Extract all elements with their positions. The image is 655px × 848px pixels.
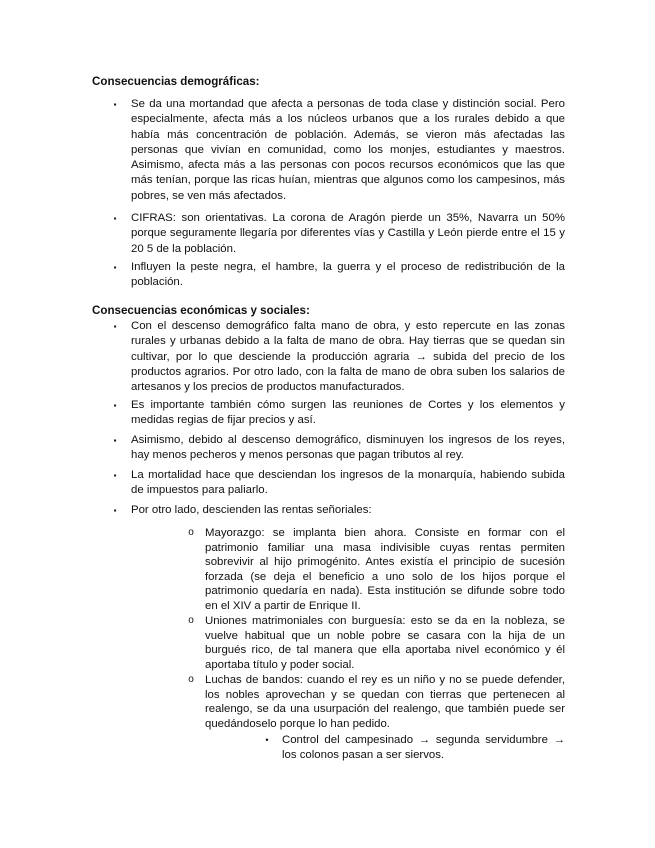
square-bullet-icon: ▪ <box>113 263 117 272</box>
sub-sub-list-item: Control del campesinado → segunda servidumbre → los colonos pasan a ser siervos. <box>282 734 565 761</box>
sub-list-item: Luchas de bandos: cuando el rey es un niño y no se puede defender, los nobles aprovechan y se quedan con tierras que pertenecen al realengo, se da una usurpación del realengo, que también puede ser quedándoselo porque lo han pedido. <box>205 674 565 730</box>
dot-bullet-icon: • <box>265 735 269 745</box>
square-bullet-icon: ▪ <box>113 401 117 410</box>
list-item: Por otro lado, descienden las rentas señoriales: <box>131 504 372 516</box>
circle-bullet-icon: o <box>188 527 194 538</box>
list-item: Es importante también cómo surgen las reuniones de Cortes y los elementos y medidas regias de fijar precios y así. <box>131 399 565 427</box>
list-item: CIFRAS: son orientativas. La corona de Aragón pierde un 35%, Navarra un 50% porque seguramente llegaría por diferentes vías y Castilla y León pierde entre el 15 y 20 5 de la población. <box>131 212 565 255</box>
list-item: La mortalidad hace que desciendan los ingresos de la monarquía, habiendo subida de impuestos para paliarlo. <box>131 469 565 497</box>
section-heading-demographic: Consecuencias demográficas: <box>92 75 260 88</box>
list-item: Con el descenso demográfico falta mano de obra, y esto repercute en las zonas rurales y urbanas debido a la falta de mano de obra. Hay tierras que se quedan sin cultivar, por lo que desciende la producción agraria → subida del precio de los productos agrarios. Por otro lado, con la falta de mano de obra suben los salarios de artesanos y los precios de productos manufacturados. <box>131 320 565 394</box>
circle-bullet-icon: o <box>188 674 194 685</box>
square-bullet-icon: ▪ <box>113 436 117 445</box>
square-bullet-icon: ▪ <box>113 506 117 515</box>
circle-bullet-icon: o <box>188 615 194 626</box>
list-item: Influyen la peste negra, el hambre, la guerra y el proceso de redistribución de la población. <box>131 261 565 289</box>
sub-list-item: Uniones matrimoniales con burguesía: esto se da en la nobleza, se vuelve habitual que un noble pobre se casara con la hija de un burgués rico, de tal manera que ella aportaba nivel económico y él aportaba título y poder social. <box>205 615 565 671</box>
list-item: Se da una mortandad que afecta a personas de toda clase y distinción social. Pero especialmente, afecta más a los núcleos urbanos que a los rurales debido a que había más concentración de población. Además, se vieron más afectadas las personas que vivían en comunidad, como los monjes, estudiantes y maestros. Asimismo, afecta más a las personas con pocos recursos económicos que las que más tenían, porque las ricas huían, mientras que algunos como los campesinos, más pobres, se ven más afectados. <box>131 98 565 202</box>
sub-list-item: Mayorazgo: se implanta bien ahora. Consiste en formar con el patrimonio familiar una masa indivisible cuyas rentas permiten sobrevivir al hijo primogénito. Antes existía el principio de sucesión forzada (se deja el beneficio a uno solo de los hijos porque el patrimonio quedaría en nada). Esta institución se difunde sobre todo en el XIV a partir de Enrique II. <box>205 527 565 612</box>
list-item: Asimismo, debido al descenso demográfico, disminuyen los ingresos de los reyes, hay menos pecheros y menos personas que pagan tributos al rey. <box>131 434 565 462</box>
section-heading-economic: Consecuencias económicas y sociales: <box>92 304 310 317</box>
square-bullet-icon: ▪ <box>113 471 117 480</box>
square-bullet-icon: ▪ <box>113 322 117 331</box>
square-bullet-icon: ▪ <box>113 214 117 223</box>
square-bullet-icon: ▪ <box>113 100 117 109</box>
